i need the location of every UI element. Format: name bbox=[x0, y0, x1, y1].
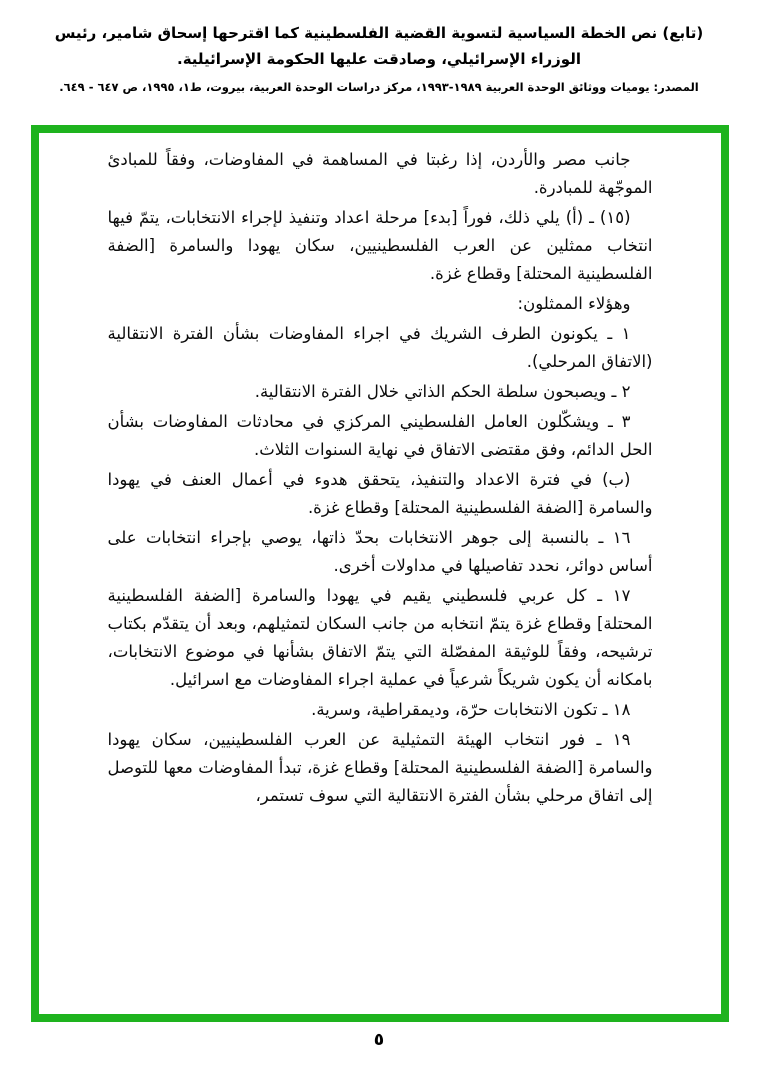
body-paragraph: ١ ـ يكونون الطرف الشريك في اجراء المفاوضات بشأن الفترة الانتقالية (الاتفاق المرحلي). bbox=[107, 324, 653, 371]
body-paragraph: ١٧ ـ كل عربي فلسطيني يقيم في يهودا والسامرة [الضفة الفلسطينية المحتلة] وقطاع غزة يتمّ انتخابه من جانب السكان لتمثيلهم، وبعد أن يتقدّم بكتاب ترشيحه، وفقاً للوثيقة المفصّلة التي يتمّ الاتفاق بشأنها في موضوع الانتخابات، بامكانه أن يكون شريكاً شرعياً في عملية اجراء المفاوضات مع اسرائيل. bbox=[107, 586, 653, 689]
body-paragraph: ١٩ ـ فور انتخاب الهيئة التمثيلية عن العرب الفلسطينيين، سكان يهودا والسامرة [الضفة الفلسطينية المحتلة] وقطاع غزة، تبدأ المفاوضات معها للتوصل إلى اتفاق مرحلي بشأن الفترة الانتقالية التي سوف تستمر، bbox=[107, 730, 653, 805]
body-paragraph: ٢ ـ ويصبحون سلطة الحكم الذاتي خلال الفترة الانتقالية. bbox=[254, 382, 631, 401]
page-number: ٥ bbox=[373, 1030, 385, 1050]
document-header bbox=[18, 20, 740, 95]
body-paragraph: وهؤلاء الممثلون: bbox=[517, 294, 631, 313]
body-paragraph: ٣ ـ ويشكّلون العامل الفلسطيني المركزي في محادثات المفاوضات بشأن الحل الدائم، وفق مقتضى الاتفاق في نهاية السنوات الثلاث. bbox=[107, 412, 653, 459]
body-paragraph: ١٨ ـ تكون الانتخابات حرّة، وديمقراطية، وسرية. bbox=[311, 700, 631, 719]
document-source-line: المصدر: يوميات ووثائق الوحدة العربية ١٩٨٩-١٩٩٣، مركز دراسات الوحدة العربية، بيروت، ط١، ١٩٩٥، ص ٦٤٧ - ٦٤٩. bbox=[59, 80, 699, 94]
content-frame bbox=[31, 125, 729, 1022]
body-text-column bbox=[108, 146, 653, 810]
body-paragraph: (ب) في فترة الاعداد والتنفيذ، يتحقق هدوء في أعمال العنف في يهودا والسامرة [الضفة الفلسطينية المحتلة] وقطاع غزة. bbox=[107, 470, 653, 517]
document-title: (تابع) نص الخطة السياسية لتسوية القضية الفلسطينية كما اقترحها إسحاق شامير، رئيس الوزراء الإسرائيلي، وصادقت عليها الحكومة الإسرائيلية. bbox=[54, 24, 704, 68]
body-paragraph: ١٦ ـ بالنسبة إلى جوهر الانتخابات بحدّ ذاتها، يوصي بإجراء انتخابات على أساس دوائر، نحدد تفاصيلها في مداولات أخرى. bbox=[107, 528, 653, 575]
body-paragraph: جانب مصر والأردن، إذا رغبتا في المساهمة في المفاوضات، وفقاً للمبادئ الموجّهة للمبادرة. bbox=[107, 150, 653, 197]
body-paragraph: (١٥) ـ (أ) يلي ذلك، فوراً [بدء] مرحلة اعداد وتنفيذ لإجراء الانتخابات، يتمّ فيها انتخاب ممثلين عن العرب الفلسطينيين، سكان يهودا والسامرة [الضفة الفلسطينية المحتلة] وقطاع غزة. bbox=[107, 208, 653, 283]
